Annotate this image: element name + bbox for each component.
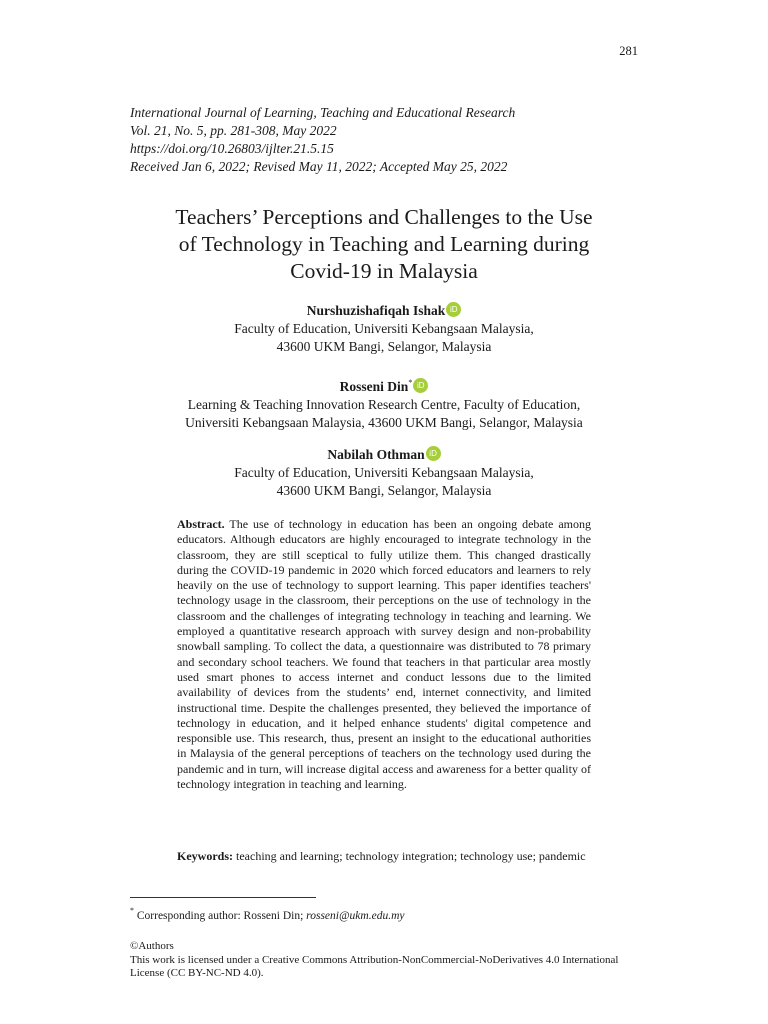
author-name: Rosseni Din [339, 379, 409, 394]
author-block-2 [90, 374, 678, 432]
license-text: This work is licensed under a Creative Commons Attribution-NonCommercial-NoDerivatives 4.0 International License (CC BY-NC-ND 4.0). [130, 953, 619, 979]
footnote-divider [130, 897, 316, 898]
author-name: Nabilah Othman [327, 447, 425, 462]
keywords-label: Keywords: [177, 849, 233, 863]
journal-header [130, 104, 650, 176]
author-name: Nurshuzishafiqah Ishak [306, 303, 446, 318]
page-number: 281 [619, 44, 638, 58]
journal-dates: Received Jan 6, 2022; Revised May 11, 2022; Accepted May 25, 2022 [130, 159, 508, 174]
abstract-label: Abstract. [177, 517, 225, 531]
paper-title [90, 204, 678, 285]
title-line: Covid-19 in Malaysia [290, 259, 478, 283]
author-affiliation: Universiti Kebangsaan Malaysia, 43600 UKM Bangi, Selangor, Malaysia [185, 415, 583, 430]
journal-volume: Vol. 21, No. 5, pp. 281-308, May 2022 [130, 123, 337, 138]
footnote [130, 904, 404, 923]
orcid-icon[interactable]: iD [446, 302, 461, 317]
author-affiliation: Faculty of Education, Universiti Kebangsaan Malaysia, [234, 321, 534, 336]
journal-doi[interactable]: https://doi.org/10.26803/ijlter.21.5.15 [130, 141, 334, 156]
orcid-icon[interactable]: iD [413, 378, 428, 393]
corresponding-mark: * [408, 378, 413, 387]
keywords [177, 849, 591, 864]
author-affiliation: Learning & Teaching Innovation Research Centre, Faculty of Education, [187, 397, 581, 412]
footnote-mark: * [130, 906, 134, 915]
author-affiliation: 43600 UKM Bangi, Selangor, Malaysia [276, 483, 492, 498]
journal-name: International Journal of Learning, Teaching and Educational Research [130, 105, 516, 120]
author-block-3 [90, 446, 678, 500]
author-affiliation: Faculty of Education, Universiti Kebangsaan Malaysia, [234, 465, 534, 480]
orcid-icon[interactable]: iD [426, 446, 441, 461]
author-affiliation: 43600 UKM Bangi, Selangor, Malaysia [276, 339, 492, 354]
footnote-text: Corresponding author: Rosseni Din; [136, 910, 304, 922]
abstract [177, 517, 591, 792]
abstract-text: The use of technology in education has been an ongoing debate among educators. Although educators are highly encouraged to integrate technology in the classroom, they are still sceptical to fully utilize them. This changed drastically during the COVID-19 pandemic in 2020 which forced educators and learners to rely heavily on the use of technology to support learning. This paper identifies teachers' technology usage in the classroom, their perceptions on the use of technology in the classroom and the challenges of integrating technology in teaching and learning. We employed a quantitative research approach with survey design and non-probability snowball sampling. To collect the data, a questionnaire was distributed to 78 primary and secondary school teachers. We found that teachers in that particular area mostly used smart phones to access internet and conduct lessons due to the limited availability of devices from the students’ end, internet connectivity, and limited instructional time. Despite the challenges presented, they believed the importance of technology in education, and it helped enhance students' digital competence and responsible use. This research, thus, present an insight to the educational authorities in Malaysia of the general perceptions of teachers on the technology used during the pandemic and in turn, will increase digital access and awareness for a better quality of technology integration in teaching and learning. [177, 517, 591, 792]
license-block [130, 940, 650, 981]
footnote-email[interactable]: rosseni@ukm.edu.my [306, 910, 405, 922]
title-line: of Technology in Teaching and Learning during [178, 232, 590, 256]
keywords-text: teaching and learning; technology integration; technology use; pandemic [236, 849, 586, 863]
copyright-line: ©Authors [130, 940, 174, 952]
title-line: Teachers’ Perceptions and Challenges to the Use [175, 205, 593, 229]
author-block-1 [90, 302, 678, 356]
